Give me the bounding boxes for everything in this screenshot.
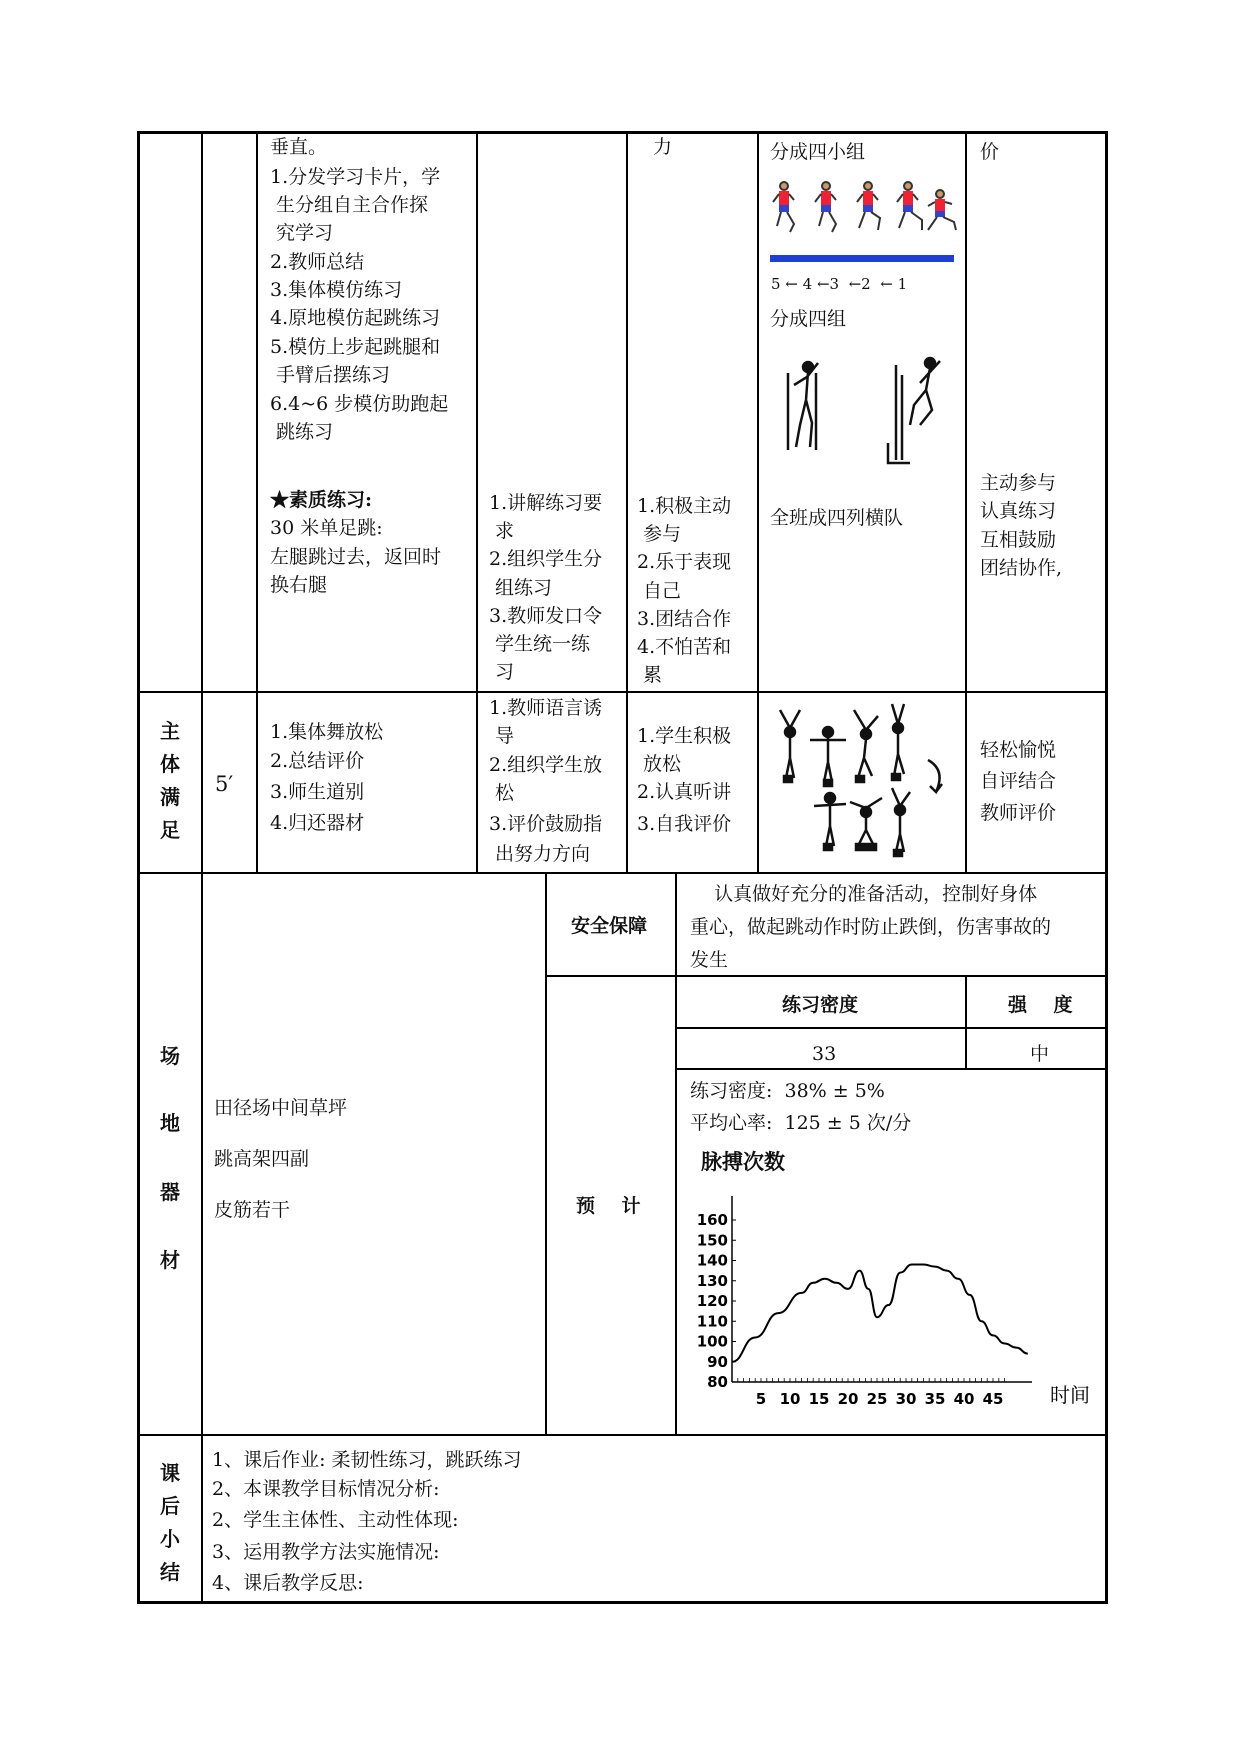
content-line: 6.4~6 步模仿助跑起 [270, 393, 449, 415]
density-forecast: 练习密度: 38% ± 5% [690, 1080, 885, 1102]
teacher-line: 1.教师语言诱 [489, 697, 603, 719]
y-tick-label: 110 [696, 1312, 728, 1331]
summary-line: 1、课后作业: 柔韧性练习，跳跃练习 [212, 1449, 522, 1471]
summary-line: 3、运用教学方法实施情况: [212, 1541, 440, 1563]
summary-line: 2、学生主体性、主动性体现: [212, 1509, 459, 1531]
org-caption: 分成四小组 [770, 141, 866, 163]
x-tick-label: 5 [755, 1390, 767, 1408]
teacher-line: 学生统一练 [489, 633, 591, 655]
eval-line: 价 [980, 141, 1000, 163]
teacher-line: 2.组织学生分 [489, 548, 603, 570]
x-tick-label: 25 [866, 1390, 888, 1408]
y-tick-label: 90 [707, 1352, 728, 1371]
student-line: 1.积极主动 [637, 495, 732, 517]
eval-line: 主动参与 [980, 472, 1057, 494]
x-tick-label: 45 [982, 1390, 1004, 1408]
section-label-char: 小 [160, 1527, 180, 1551]
content-line: 1.集体舞放松 [270, 721, 384, 743]
eval-line: 团结协作, [980, 557, 1063, 579]
y-tick-label: 160 [696, 1211, 728, 1229]
x-tick-label: 35 [924, 1390, 946, 1408]
safety-label: 安全保障 [571, 915, 648, 937]
intensity-header: 强 度 [1008, 994, 1073, 1016]
pulse-chart [680, 1180, 1100, 1420]
content-line: 垂直。 [270, 136, 328, 158]
teacher-line: 求 [489, 520, 515, 542]
section-label-char: 场 [160, 1044, 180, 1068]
venue-item: 皮筋若干 [214, 1199, 291, 1221]
teacher-line: 1.讲解练习要 [489, 492, 603, 514]
teacher-line: 3.评价鼓励指 [489, 813, 603, 835]
teacher-line: 松 [489, 782, 515, 804]
section-label-char: 课 [160, 1461, 180, 1485]
y-tick-label: 130 [696, 1271, 728, 1290]
safety-line: 认真做好充分的准备活动，控制好身体 [690, 883, 1038, 905]
student-line: 2.认真听讲 [637, 781, 732, 803]
section-label-char: 结 [160, 1560, 180, 1584]
content-line: 3.师生道别 [270, 781, 365, 803]
content-line: 4.原地模仿起跳练习 [270, 307, 441, 329]
x-tick-label: 40 [953, 1390, 975, 1408]
quality-heading: ★素质练习: [270, 489, 373, 511]
heart-rate-forecast: 平均心率: 125 ± 5 次/分 [690, 1112, 912, 1134]
chart-title: 脉搏次数 [701, 1150, 785, 1174]
y-tick-label: 150 [696, 1231, 728, 1250]
org-caption: 分成四组 [770, 308, 847, 330]
content-line: 4.归还器材 [270, 812, 365, 834]
y-tick-label: 140 [696, 1251, 728, 1270]
density-value: 33 [812, 1043, 837, 1065]
intensity-value: 中 [1030, 1043, 1050, 1065]
student-line: 参与 [637, 523, 682, 545]
high-jump-illustration [780, 355, 950, 467]
x-tick-label: 30 [895, 1390, 917, 1408]
student-line: 3.自我评价 [637, 813, 732, 835]
venue-item: 跳高架四副 [214, 1148, 310, 1170]
summary-line: 4、课后教学反思: [212, 1572, 364, 1594]
student-line: 3.团结合作 [637, 608, 732, 630]
student-line: 自己 [637, 580, 682, 602]
student-line: 1.学生积极 [637, 725, 732, 747]
eval-line: 互相鼓励 [980, 529, 1057, 551]
content-line: 30 米单足跳: [270, 517, 383, 539]
runner-order: 5 ← 4 ←3 ←2 ← 1 [771, 275, 908, 293]
pulse-line [732, 1265, 1028, 1362]
section-label-char: 足 [160, 818, 180, 842]
content-line: 换右腿 [270, 574, 328, 596]
student-line: 4.不怕苦和 [637, 636, 732, 658]
eval-line: 认真练习 [980, 500, 1057, 522]
student-line: 2.乐于表现 [637, 551, 732, 573]
content-line: 手臂后摆练习 [270, 364, 391, 386]
teacher-line: 组练习 [489, 577, 553, 599]
student-line: 力 [653, 136, 673, 158]
y-tick-label: 80 [707, 1373, 728, 1391]
section-label-char: 材 [160, 1248, 180, 1272]
teacher-line: 导 [489, 725, 515, 747]
safety-line: 发生 [690, 949, 729, 971]
summary-line: 2、本课教学目标情况分析: [212, 1478, 440, 1500]
y-tick-label: 120 [696, 1292, 728, 1310]
content-line: 左腿跳过去，返回时 [270, 546, 442, 568]
section-label-char: 体 [160, 752, 180, 776]
section-label-char: 地 [160, 1111, 180, 1135]
student-line: 累 [637, 664, 663, 686]
x-axis-label: 时间 [1050, 1383, 1090, 1407]
teacher-line: 出努力方向 [489, 843, 591, 865]
density-header: 练习密度 [782, 994, 859, 1016]
content-line: 3.集体模仿练习 [270, 279, 403, 301]
x-tick-label: 10 [779, 1390, 801, 1408]
eval-line: 教师评价 [980, 802, 1057, 824]
content-line: 2.教师总结 [270, 251, 365, 273]
venue-item: 田径场中间草坪 [214, 1097, 348, 1119]
section-label-char: 器 [160, 1180, 180, 1204]
x-tick-label: 15 [808, 1390, 830, 1408]
teacher-line: 3.教师发口令 [489, 605, 603, 627]
org-formation: 全班成四列横队 [770, 507, 904, 529]
content-line: 2.总结评价 [270, 750, 365, 772]
y-tick-label: 100 [696, 1332, 728, 1351]
eval-line: 轻松愉悦 [980, 739, 1057, 761]
content-line: 究学习 [270, 222, 334, 244]
section-label-char: 主 [160, 719, 180, 743]
teacher-line: 习 [489, 661, 515, 683]
content-line: 跳练习 [270, 421, 334, 443]
section-label-char: 后 [160, 1494, 180, 1518]
content-line: 5.模仿上步起跳腿和 [270, 336, 441, 358]
runners-illustration [768, 178, 958, 266]
student-line: 放松 [637, 753, 682, 775]
safety-line: 重心，做起跳动作时防止跌倒，伤害事故的 [690, 916, 1052, 938]
end-section-time: 5′ [215, 772, 234, 796]
forecast-label: 预 计 [576, 1195, 641, 1217]
section-label-char: 满 [160, 785, 180, 809]
content-line: 生分组自主合作探 [270, 194, 429, 216]
content-line: 1.分发学习卡片，学 [270, 166, 441, 188]
relaxation-dance-illustration [776, 700, 956, 860]
eval-line: 自评结合 [980, 770, 1057, 792]
teacher-line: 2.组织学生放 [489, 754, 603, 776]
x-tick-label: 20 [837, 1390, 859, 1408]
